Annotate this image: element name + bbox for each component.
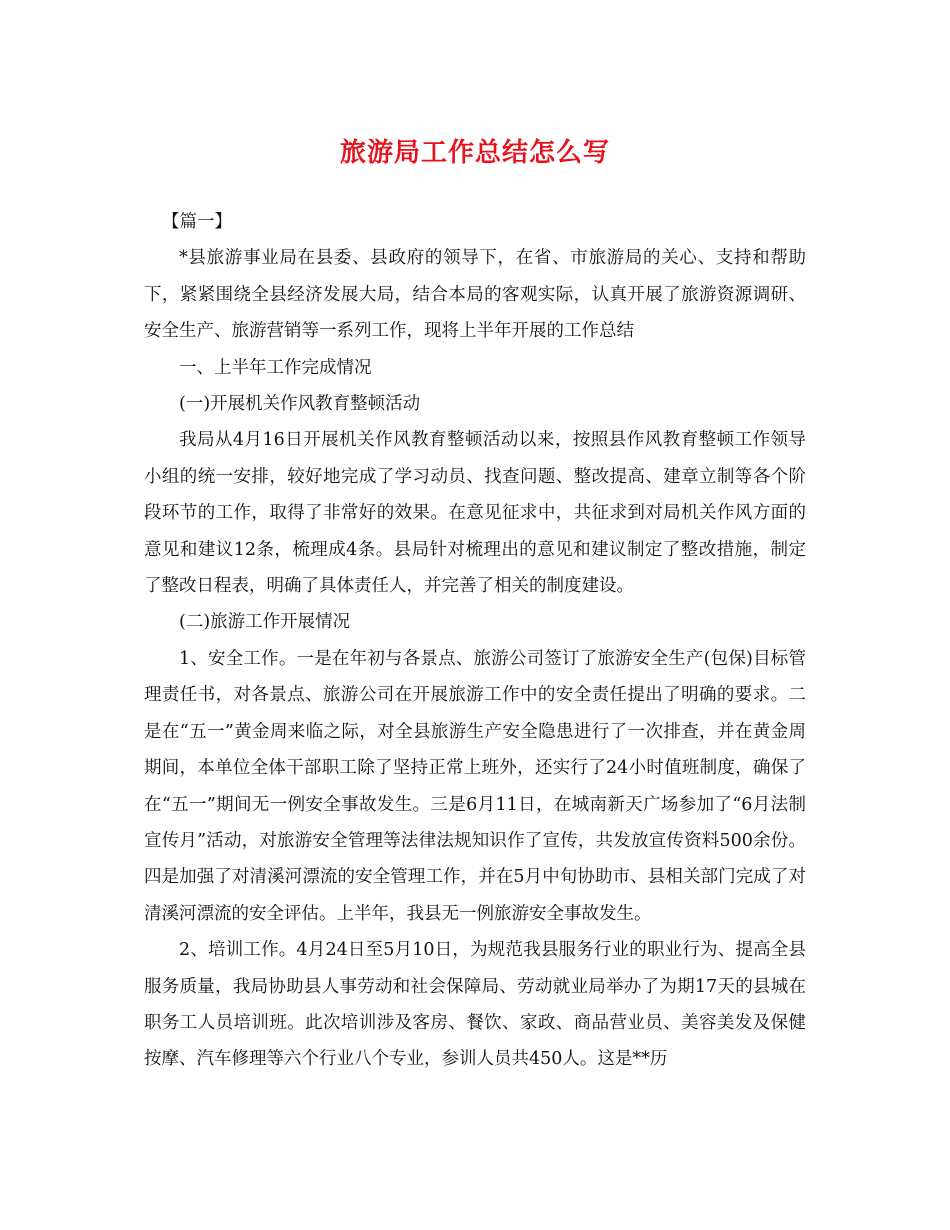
document-body xyxy=(144,204,806,1078)
paragraph-training-work: 2、培训工作。4月24日至5月10日，为规范我县服务行业的职业行为、提高全县服务质量，我局协助县人事劳动和社会保障局、劳动就业局举办了为期17天的县城在职务工人员培训班。此次培训涉及客房、餐饮、家政、商品营业员、美容美发及保健按摩、汽车修理等六个行业八个专业，参训人员共450人。这是**历 xyxy=(144,940,806,1070)
heading-part-one: 一、上半年工作完成情况 xyxy=(179,357,372,378)
subheading-tourism-work: (二)旅游工作开展情况 xyxy=(179,612,351,633)
paragraph-intro: *县旅游事业局在县委、县政府的领导下，在省、市旅游局的关心、支持和帮助下，紧紧围绕全县经济发展大局，结合本局的客观实际，认真开展了旅游资源调研、安全生产、旅游营销等一系列工作，现将上半年开展的工作总结 xyxy=(144,248,806,342)
paragraph-style-rectification: 我局从4月16日开展机关作风教育整顿活动以来，按照县作风教育整顿工作领导小组的统一安排，较好地完成了学习动员、找查问题、整改提高、建章立制等各个阶段环节的工作，取得了非常好的效果。在意见征求中，共征求到对局机关作风方面的意见和建议12条，梳理成4条。县局针对梳理出的意见和建议制定了整改措施，制定了整改日程表，明确了具体责任人，并完善了相关的制度建设。 xyxy=(144,430,806,597)
section-label: 【篇一】 xyxy=(162,212,232,232)
document-title: 旅游局工作总结怎么写 xyxy=(339,138,610,168)
subheading-style-rectification: (一)开展机关作风教育整顿活动 xyxy=(179,394,421,415)
paragraph-safety-work: 1、安全工作。一是在年初与各景点、旅游公司签订了旅游安全生产(包保)目标管理责任书，对各景点、旅游公司在开展旅游工作中的安全责任提出了明确的要求。二是在“五一”黄金周来临之际，对全县旅游生产安全隐患进行了一次排查，并在黄金周期间，本单位全体干部职工除了坚持正常上班外，还实行了24小时值班制度，确保了在“五一”期间无一例安全事故发生。三是6月11日，在城南新天广场参加了“6月法制宣传月”活动，对旅游安全管理等法律法规知识作了宣传，共发放宣传资料500余份。四是加强了对清溪河漂流的安全管理工作，并在5月中旬协助市、县相关部门完成了对清溪河漂流的安全评估。上半年，我县无一例旅游安全事故发生。 xyxy=(144,648,806,924)
